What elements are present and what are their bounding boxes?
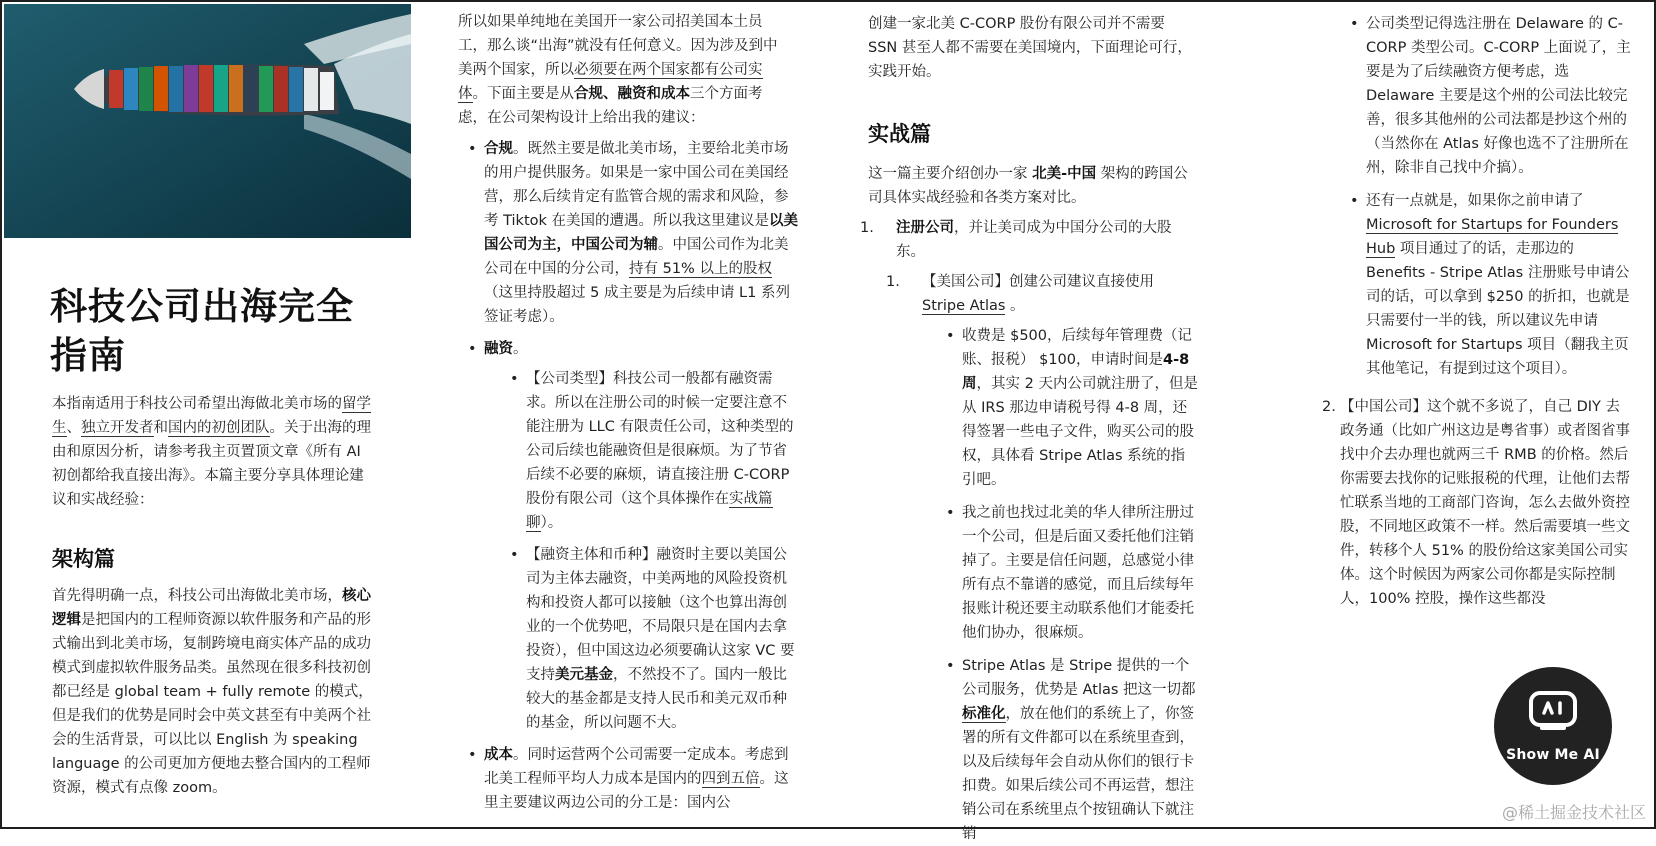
column-4-notes [1312, 12, 1632, 381]
note-stripe-atlas: • Stripe Atlas 是 Stripe 提供的一个公司服务，优势是 Atlas 把这一切都标准化，放在他们的系统上了，你签署的所有文件都可以在系统里查到，以及后续每年会自动从你们的银行卡扣费。如果后续公司不再运营，想注销公司在系统里点个按钮确认下就注销 [946, 654, 1198, 846]
note-delaware: • 公司类型记得选注册在 Delaware 的 C-CORP 类型公司。C-CORP 上面说了，主要是为了后续融资方便考虑，选 Delaware 主要是这个州的公司法比较完善，很多其他州的公司法都是抄这个州的（当然你在 Atlas 好像也选不了注册所在州，除非自己找中介搞）。 [1350, 12, 1632, 180]
underline-indie-devs: 独立开发者 [81, 420, 154, 436]
list-item-financing-entity: • 【融资主体和币种】融资时主要以美国公司为主体去融资，中美两地的风险投资机构和投资人都可以接触（这个也算出海创业的一个优势吧，不局限只是在国内去拿投资），但中国这边必须要确认这家 VC 要支持美元基金，不然投不了。国内一般比较大的基金都是支持人民币和美元双币种的基金，所以问题不大。 [510, 543, 800, 735]
column-3 [860, 12, 1198, 842]
note-lawyer: • 我之前也找过北美的华人律所注册过一个公司，但是后面又委托他们注销掉了。主要是信任问题，总感觉小律所有点不靠谱的感觉，而且后续每年报账计税还要主动联系他们才能委托他们协办，很麻烦。 [946, 501, 1198, 645]
underline-students: 留学生 [52, 396, 371, 436]
financing-sublist [484, 367, 800, 735]
practice-intro: 这一篇主要介绍创办一家 北美-中国 架构的跨国公司具体实战经验和各类方案对比。 [868, 166, 1188, 206]
list-item-compliance: • 合规。既然主要是做北美市场，主要给北美市场的用户提供服务。如果是一家中国公司在美国经营，那么后续肯定有监管合规的需求和风险，参考 Tiktok 在美国的遭遇。所以我这里建议是以美国公司为主，中国公司为辅。中国公司作为北美公司在中国的分公司，持有 51% 以上的股权（这里持股超过 5 成主要是为后续申请 L1 系列签证考虑）。 [468, 137, 800, 329]
microsoft-startups-link[interactable]: Microsoft for Startups for Founders Hub [1366, 217, 1619, 257]
badge-text: Show Me AI [1506, 747, 1600, 763]
container-ship-image [4, 4, 411, 238]
step-register-company: 1. 注册公司，并让美司成为中国分公司的大股东。 1. 【美国公司】创建公司建议直接使用 Stripe Atlas 。 • 收费是 $500，后续每年管理费（记账、报税） $100，申请时间是4-8 周，其实 2 天内公司就注册了，但是从 IRS 那边申请税号得 4-8 周，还得签署一些电子文件，购买公司的股权，具体看 Stripe Atlas 系统的指引吧。 • 我之前也找过北美的华人律所注册过一个公司，但是后面又委托他们注销掉了。主要是信任问题，总感觉小律所有点不靠谱的感觉，而且后续每年报账计税还要主动联系他们才能委托他们协办，很麻烦。 • Stripe Atlas 是 Stripe 提供的一个公司服务，优势是 Atlas 把这一切都标准化，放在他们的系统上了，你签署的所有文件都可以在系统里查到，以及后续每年会自动从你们的银行卡扣费。如果后续公司不再运营，想注销公司在系统里点个按钮确认下就注销 [878, 216, 1198, 846]
column-4-steps [1312, 395, 1632, 611]
practice-heading: 实战篇 [868, 122, 931, 146]
note-microsoft-startups: • 还有一点就是，如果你之前申请了 Microsoft for Startups for Founders Hub 项目通过了的话，走那边的 Benefits - Stripe Atlas 注册账号申请公司的话，可以拿到 $250 的折扣，也就是只需要付一半的钱，所以建议先申请 Microsoft for Startups 项目（翻我主页其他笔记，有提到过这个项目）。 [1350, 189, 1632, 381]
column-2-lead: 所以如果单纯地在美国开一家公司招美国本土员工，那么谈“出海”就没有任何意义。因为涉及到中美两个国家，所以必须要在两个国家都有公司实体。下面主要是从合规、融资和成本三个方面考虑，在公司架构设计上给出我的建议： [458, 14, 778, 126]
substep-us-company: 1. 【美国公司】创建公司建议直接使用 Stripe Atlas 。 • 收费是 $500，后续每年管理费（记账、报税） $100，申请时间是4-8 周，其实 2 天内公司就注册了，但是从 IRS 那边申请税号得 4-8 周，还得签署一些电子文件，购买公司的股权，具体看 Stripe Atlas 系统的指引吧。 • 我之前也找过北美的华人律所注册过一个公司，但是后面又委托他们注销掉了。主要是信任问题，总感觉小律所有点不靠谱的感觉，而且后续每年报账计税还要主动联系他们才能委托他们协办，很麻烦。 • Stripe Atlas 是 Stripe 提供的一个公司服务，优势是 Atlas 把这一切都标准化，放在他们的系统上了，你签署的所有文件都可以在系统里查到，以及后续每年会自动从你们的银行卡扣费。如果后续公司不再运营，想注销公司在系统里点个按钮确认下就注销 [904, 270, 1198, 846]
hero-image [4, 4, 411, 238]
document-title: 科技公司出海完全指南 [50, 285, 354, 377]
list-item-cost: • 成本。同时运营两个公司需要一定成本。考虑到北美工程师平均人力成本是国内的四到五倍。这里主要建议两边公司的分工是：国内公 [468, 743, 800, 815]
list-item-company-type: • 【公司类型】科技公司一般都有融资需求。所以在注册公司的时候一定要注意不能注册为 LLC 有限责任公司，这种类型的公司后续也能融资但是很麻烦。为了节省后续不必要的麻烦，请直接注册 C-CORP 股份有限公司（这个具体操作在实战篇聊）。 [510, 367, 800, 535]
register-substeps [878, 270, 1198, 846]
intro-paragraph: 本指南适用于科技公司希望出海做北美市场的留学生、独立开发者和国内的初创团队。关于出海的理由和原因分析，请参考我主页置顶文章《所有 AI 初创都给我直接出海》。本篇主要分享具体理论建议和实战经验： [52, 396, 371, 508]
watermark: @稀土掘金技术社区 [1501, 803, 1646, 822]
us-company-notes [904, 324, 1198, 846]
note-fees: • 收费是 $500，后续每年管理费（记账、报税） $100，申请时间是4-8 周，其实 2 天内公司就注册了，但是从 IRS 那边申请税号得 4-8 周，还得签署一些电子文件，购买公司的股权，具体看 Stripe Atlas 系统的指引吧。 [946, 324, 1198, 492]
show-me-ai-badge [1494, 667, 1612, 785]
robot-screen-icon [1527, 687, 1579, 737]
column-3-top: 创建一家北美 C-CORP 股份有限公司并不需要 SSN 甚至人都不需要在美国境内，下面理论可行，实践开始。 [868, 16, 1192, 80]
step-china-company: 2. 【中国公司】这个就不多说了，自己 DIY 去政务通（比如广州这边是粤省事）或者图省事找中介去办理也就两三千 RMB 的价格。然后你需要去找你的记账报税的代理，让他们去帮忙联系当地的工商部门咨询，怎么去做外资控股，不同地区政策不一样。然后需要填一些文件，转移个人 51% 的股份给这家美国公司实体。这个时候因为两家公司你都是实际控制人，100% 控股，操作这些都没 [1322, 399, 1630, 607]
architecture-paragraph: 首先得明确一点，科技公司出海做北美市场，核心逻辑是把国内的工程师资源以软件服务和产品的形式输出到北美市场，复制跨境电商实体产品的成功模式到虚拟软件服务品类。虽然现在很多科技初创都已经是 global team + fully remote 的模式，但是我们的优势是同时会中英文甚至有中美两个社会的生活背景，可以比以 English 为 speaking language 的公司更加方便地去整合国内的工程师资源，模式有点像 zoom。 [52, 588, 373, 796]
practice-steps [860, 216, 1198, 846]
advice-list [458, 137, 800, 815]
list-item-financing: • 融资。 • 【公司类型】科技公司一般都有融资需求。所以在注册公司的时候一定要注意不能注册为 LLC 有限责任公司，这种类型的公司后续也能融资但是很麻烦。为了节省后续不必要的麻烦，请直接注册 C-CORP 股份有限公司（这个具体操作在实战篇聊）。 • 【融资主体和币种】融资时主要以美国公司为主体去融资，中美两地的风险投资机构和投资人都可以接触（这个也算出海创业的一个优势吧，不局限只是在国内去拿投资），但中国这边必须要确认这家 VC 要支持美元基金，不然投不了。国内一般比较大的基金都是支持人民币和美元双币种的基金，所以问题不大。 [468, 337, 800, 735]
column-1 [2, 2, 412, 827]
stripe-atlas-link[interactable]: Stripe Atlas [922, 298, 1006, 314]
architecture-heading: 架构篇 [52, 547, 115, 571]
underline-startup-teams: 国内的初创团队 [168, 420, 270, 436]
column-2 [458, 10, 800, 827]
